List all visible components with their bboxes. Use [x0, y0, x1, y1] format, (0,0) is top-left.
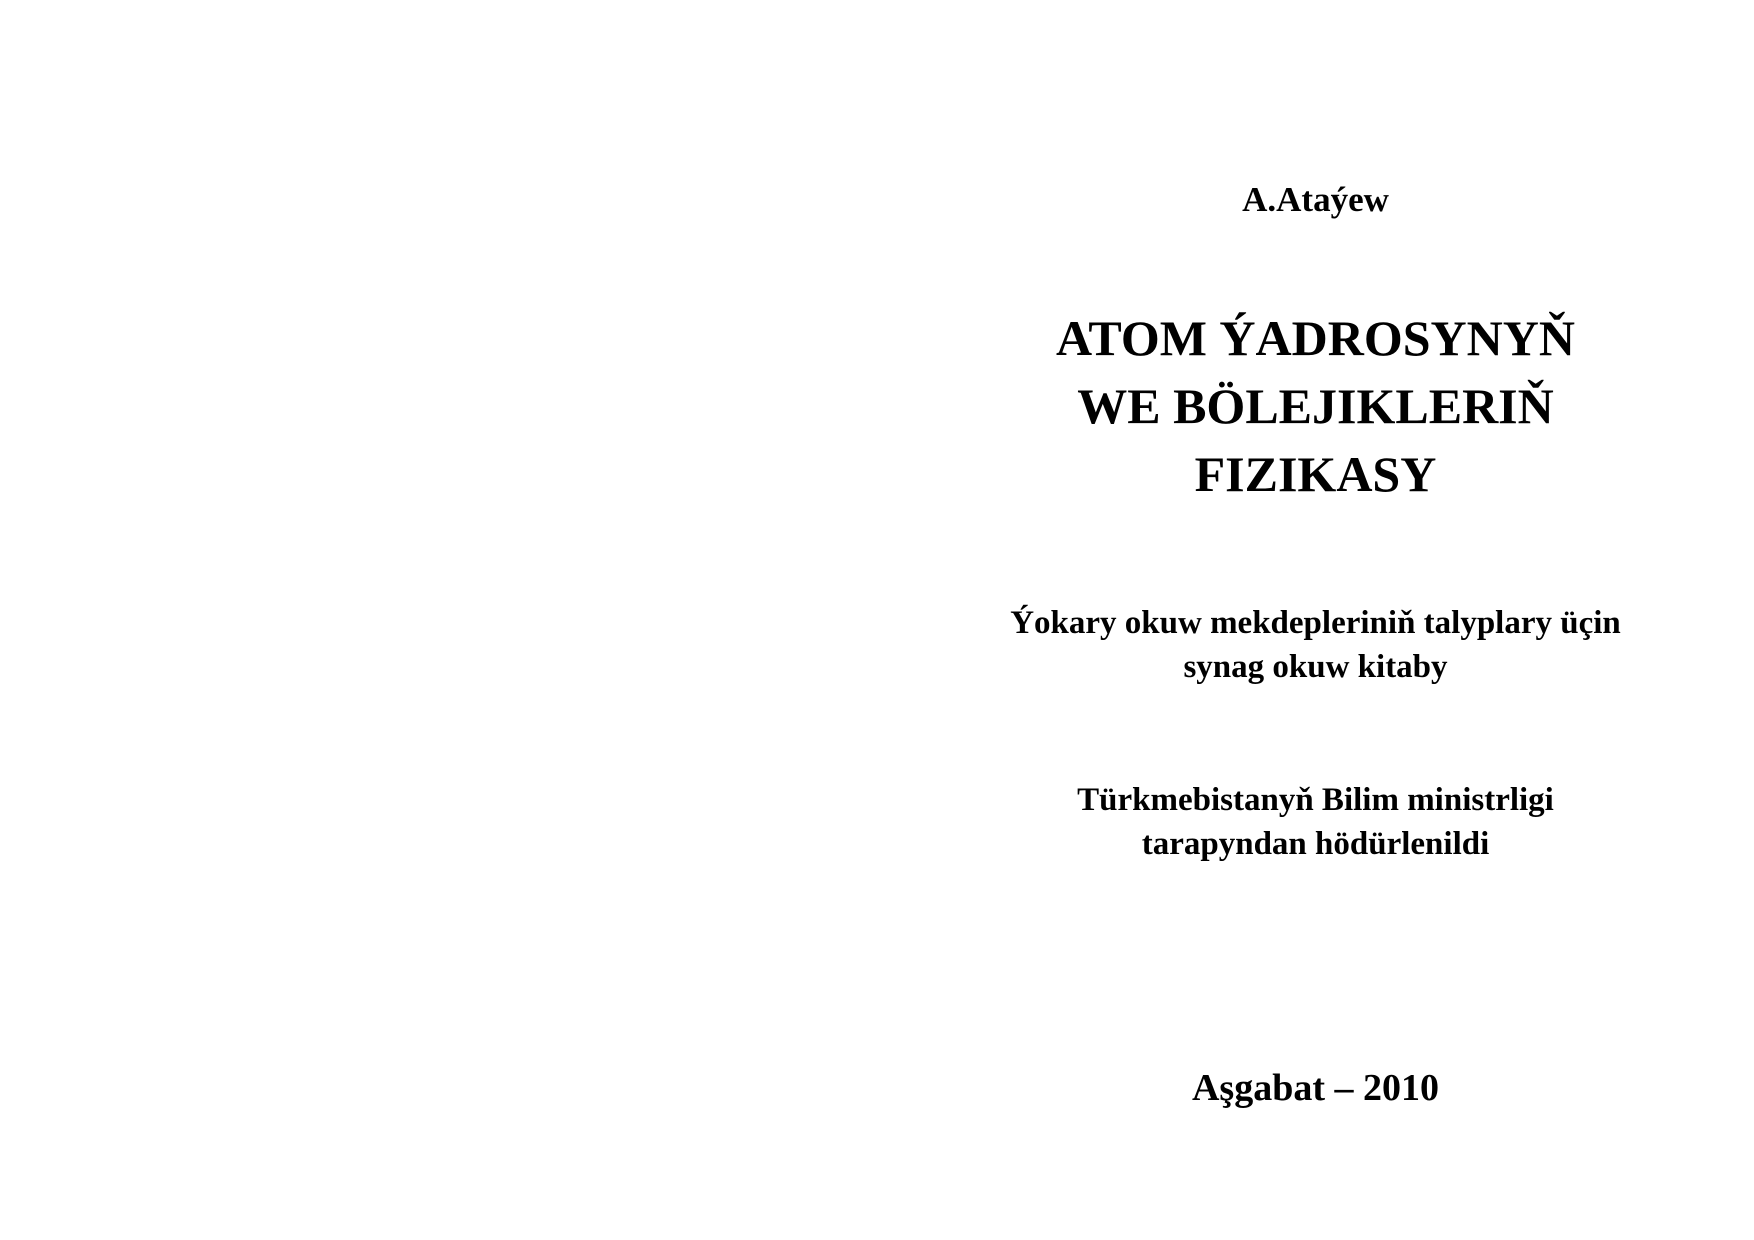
subtitle-line-2: synag okuw kitaby	[1183, 649, 1448, 685]
subtitle-line-1: Ýokary okuw mekdepleriniň talyplary üçin	[1010, 605, 1621, 641]
approval-line-2: tarapyndan hödürlenildi	[1141, 826, 1490, 862]
book-title-line-1: ATOM ÝADROSYNYŇ	[1056, 310, 1575, 366]
approval-line-1: Türkmebistanyň Bilim ministrligi	[1077, 782, 1554, 818]
place-and-year: Aşgabat – 2010	[1191, 1067, 1440, 1109]
title-page	[877, 0, 1754, 1240]
author-name: A.Ataýew	[1242, 180, 1389, 219]
book-title-line-2: WE BÖLEJIKLERIŇ	[1077, 378, 1554, 434]
book-title-line-3: FIZIKASY	[1194, 446, 1437, 502]
